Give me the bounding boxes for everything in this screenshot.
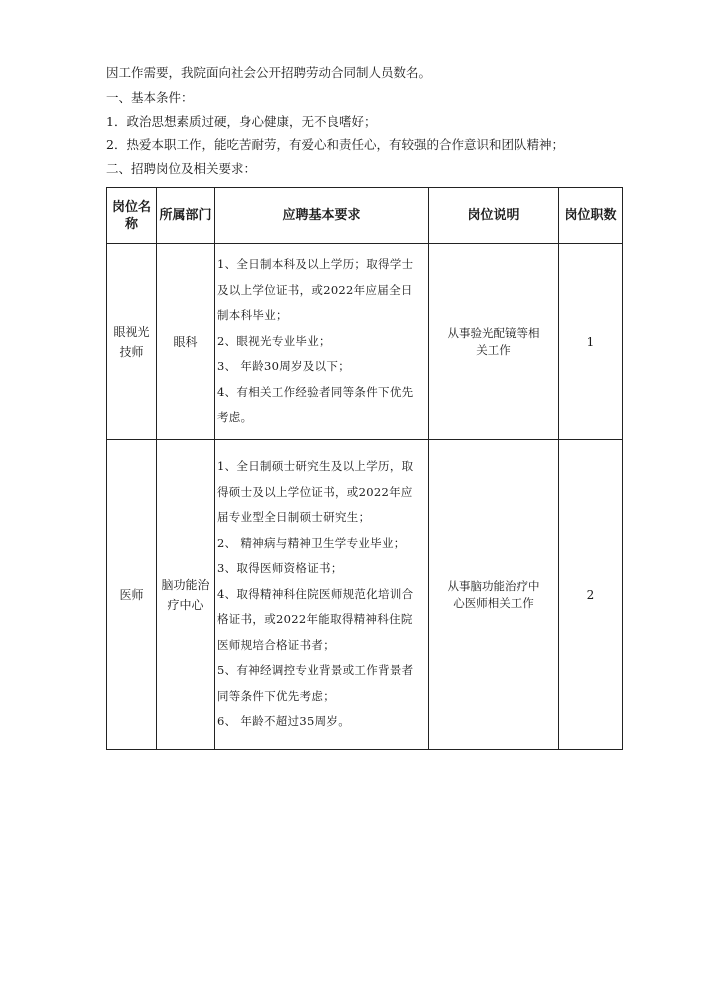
- cell-department: 脑功能治 疗中心: [157, 440, 215, 750]
- cell-department: 眼科: [157, 244, 215, 440]
- cell-description: 从事验光配镜等相 关工作: [429, 244, 559, 440]
- requirement-line: 及以上学位证书，或2022年应届全日: [217, 282, 413, 297]
- requirement-line: 6、 年龄不超过35周岁。: [217, 714, 351, 729]
- cell-description: 从事脑功能治疗中 心医师相关工作: [429, 440, 559, 750]
- header-requirements: 应聘基本要求: [215, 188, 429, 244]
- requirement-line: 4、取得精神科住院医师规范化培训合: [217, 586, 414, 601]
- header-position-name: 岗位名 称: [107, 188, 157, 244]
- requirement-line: 同等条件下优先考虑；: [217, 688, 335, 703]
- cell-count: 2: [559, 440, 623, 750]
- requirement-line: 1、全日制本科及以上学历；取得学士: [217, 257, 414, 272]
- header-description: 岗位说明: [429, 188, 559, 244]
- cell-count: 1: [559, 244, 623, 440]
- cell-position-name: 眼视光 技师: [107, 244, 157, 440]
- requirement-line: 4、有相关工作经验者同等条件下优先: [217, 384, 414, 399]
- condition-1: 1．政治思想素质过硬，身心健康，无不良嗜好；: [106, 114, 377, 129]
- requirement-line: 届专业型全日制硕士研究生；: [217, 510, 371, 525]
- header-count: 岗位职数: [559, 188, 623, 244]
- section-positions-title: 二、招聘岗位及相关要求：: [106, 161, 257, 176]
- cell-position-name: 医师: [107, 440, 157, 750]
- positions-table: [106, 187, 623, 750]
- requirement-line: 2、 精神病与精神卫生学专业毕业；: [217, 535, 406, 550]
- requirement-line: 考虑。: [217, 410, 253, 425]
- section-basic-conditions-title: 一、基本条件：: [106, 90, 194, 105]
- table-row: [107, 244, 623, 440]
- intro-paragraph: 因工作需要，我院面向社会公开招聘劳动合同制人员数名。: [106, 65, 432, 80]
- condition-2: 2．热爱本职工作，能吃苦耐劳，有爱心和责任心，有较强的合作意识和团队精神；: [106, 137, 564, 152]
- header-department: 所属部门: [157, 188, 215, 244]
- requirement-line: 3、 年龄30周岁及以下；: [217, 359, 351, 374]
- requirement-line: 5、有神经调控专业背景或工作背景者: [217, 663, 414, 678]
- requirement-line: 医师规培合格证书者；: [217, 637, 335, 652]
- requirement-line: 3、取得医师资格证书；: [217, 561, 343, 576]
- requirement-line: 得硕士及以上学位证书，或2022年应: [217, 484, 413, 499]
- requirement-line: 2、眼视光专业毕业；: [217, 333, 331, 348]
- requirement-line: 1、全日制硕士研究生及以上学历，取: [217, 459, 414, 474]
- requirement-line: 制本科毕业；: [217, 308, 288, 323]
- cell-requirements: [215, 244, 429, 440]
- cell-requirements: [215, 440, 429, 750]
- requirement-line: 格证书，或2022年能取得精神科住院: [217, 612, 413, 627]
- table-header-row: [107, 188, 623, 244]
- table-row: [107, 440, 623, 750]
